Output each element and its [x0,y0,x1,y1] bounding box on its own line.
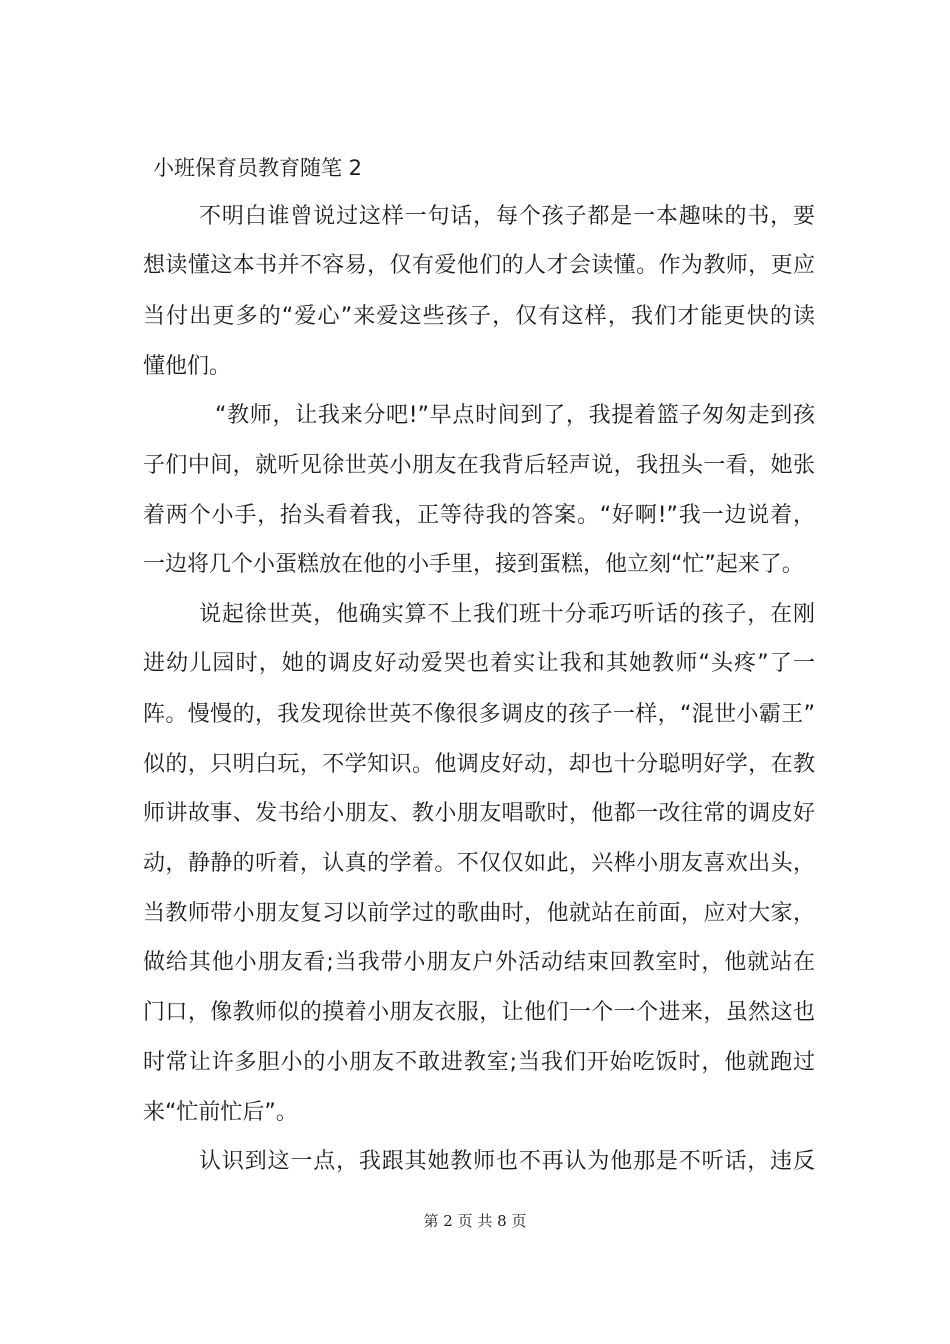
paragraph-3-line-10: 时常让许多胆小的小朋友不敢进教室;当我们开始吃饭时，他就跑过 [143,1050,815,1075]
page-number-footer: 第 2 页 共 8 页 [423,1212,527,1230]
paragraph-3-line-7: 当教师带小朋友复习以前学过的歌曲时，他就站在前面，应对大家， [143,901,815,926]
paragraph-3-line-5: 师讲故事、发书给小朋友、教小朋友唱歌时，他都一改往常的调皮好 [143,801,815,826]
paragraph-3-line-8: 做给其他小朋友看;当我带小朋友户外活动结束回教室时，他就站在 [143,950,815,975]
paragraph-3-line-6: 动，静静的听着，认真的学着。不仅仅如此，兴桦小朋友喜欢出头， [143,851,815,876]
paragraph-1-line-4: 懂他们。 [143,354,232,379]
paragraph-4-line-1: 认识到这一点，我跟其她教师也不再认为他那是不听话，违反 [199,1149,815,1174]
document-title: 小班保育员教育随笔 2 [153,156,363,180]
paragraph-2-line-1: “教师，让我来分吧!”早点时间到了，我提着篮子匆匆走到孩 [215,403,815,428]
paragraph-2-line-4: 一边将几个小蛋糕放在他的小手里，接到蛋糕，他立刻“忙”起来了。 [143,552,804,577]
paragraph-2-line-2: 子们中间，就听见徐世英小朋友在我背后轻声说，我扭头一看，她张 [143,453,815,478]
paragraph-3-line-4: 似的，只明白玩，不学知识。他调皮好动，却也十分聪明好学，在教 [143,752,815,777]
paragraph-3-line-2: 进幼儿园时，她的调皮好动爱哭也着实让我和其她教师“头疼”了一 [143,651,815,676]
paragraph-3-line-11: 来“忙前忙后”。 [143,1100,298,1125]
paragraph-3-line-9: 门口，像教师似的摸着小朋友衣服，让他们一个一个进来，虽然这也 [143,1000,815,1025]
paragraph-1-line-1: 不明白谁曾说过这样一句话，每个孩子都是一本趣味的书，要 [199,204,815,229]
paragraph-1-line-3: 当付出更多的“爱心”来爱这些孩子，仅有这样，我们才能更快的读 [143,304,815,329]
paragraph-3-line-1: 说起徐世英，他确实算不上我们班十分乖巧听话的孩子，在刚 [199,602,815,627]
paragraph-1-line-2: 想读懂这本书并不容易，仅有爱他们的人才会读懂。作为教师，更应 [143,253,815,278]
paragraph-2-line-3: 着两个小手，抬头看着我，正等待我的答案。“好啊!”我一边说着， [143,503,815,528]
paragraph-3-line-3: 阵。慢慢的，我发现徐世英不像很多调皮的孩子一样，“混世小霸王” [143,702,815,727]
